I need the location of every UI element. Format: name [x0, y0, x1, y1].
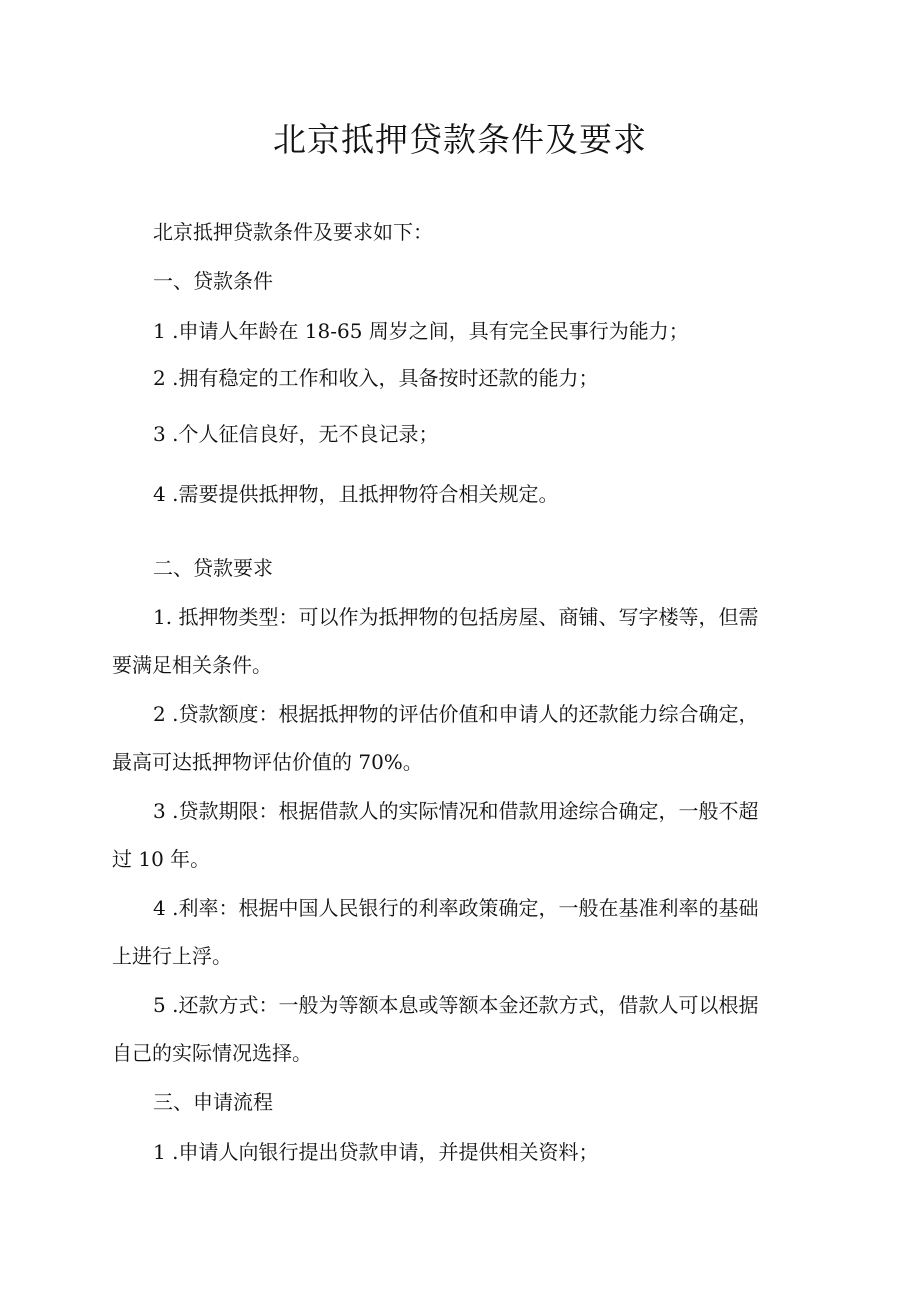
section-heading-requirements: 二、贷款要求: [153, 556, 273, 580]
process-item-1: 1 .申请人向银行提出贷款申请，并提供相关资料；: [153, 1140, 599, 1164]
requirement-item-3-line2: 过 10 年。: [112, 847, 211, 871]
requirement-item-1-line1: 1. 抵押物类型：可以作为抵押物的包括房屋、商铺、写字楼等，但需: [153, 605, 759, 629]
requirement-item-4-line1: 4 .利率：根据中国人民银行的利率政策确定，一般在基准利率的基础: [153, 896, 759, 920]
requirement-item-2-line1: 2 .贷款额度：根据抵押物的评估价值和申请人的还款能力综合确定，: [153, 702, 759, 726]
requirement-item-5-line2: 自己的实际情况选择。: [112, 1041, 312, 1065]
requirement-item-3-line1: 3 .贷款期限：根据借款人的实际情况和借款用途综合确定，一般不超: [153, 799, 759, 823]
section-heading-conditions: 一、贷款条件: [153, 269, 273, 293]
intro-paragraph: 北京抵押贷款条件及要求如下：: [153, 220, 433, 244]
section-heading-process: 三、申请流程: [153, 1090, 273, 1114]
condition-item-2: 2 .拥有稳定的工作和收入，具备按时还款的能力；: [153, 366, 599, 390]
document-title: 北京抵押贷款条件及要求: [273, 120, 647, 159]
condition-item-1: 1 .申请人年龄在 18-65 周岁之间，具有完全民事行为能力；: [153, 319, 689, 343]
requirement-item-2-line2: 最高可达抵押物评估价值的 70%。: [112, 750, 423, 774]
requirement-item-1-line2: 要满足相关条件。: [112, 653, 272, 677]
condition-item-4: 4 .需要提供抵押物，且抵押物符合相关规定。: [153, 482, 559, 506]
requirement-item-5-line1: 5 .还款方式：一般为等额本息或等额本金还款方式，借款人可以根据: [153, 993, 759, 1017]
requirement-item-4-line2: 上进行上浮。: [112, 944, 232, 968]
condition-item-3: 3 .个人征信良好，无不良记录；: [153, 422, 439, 446]
